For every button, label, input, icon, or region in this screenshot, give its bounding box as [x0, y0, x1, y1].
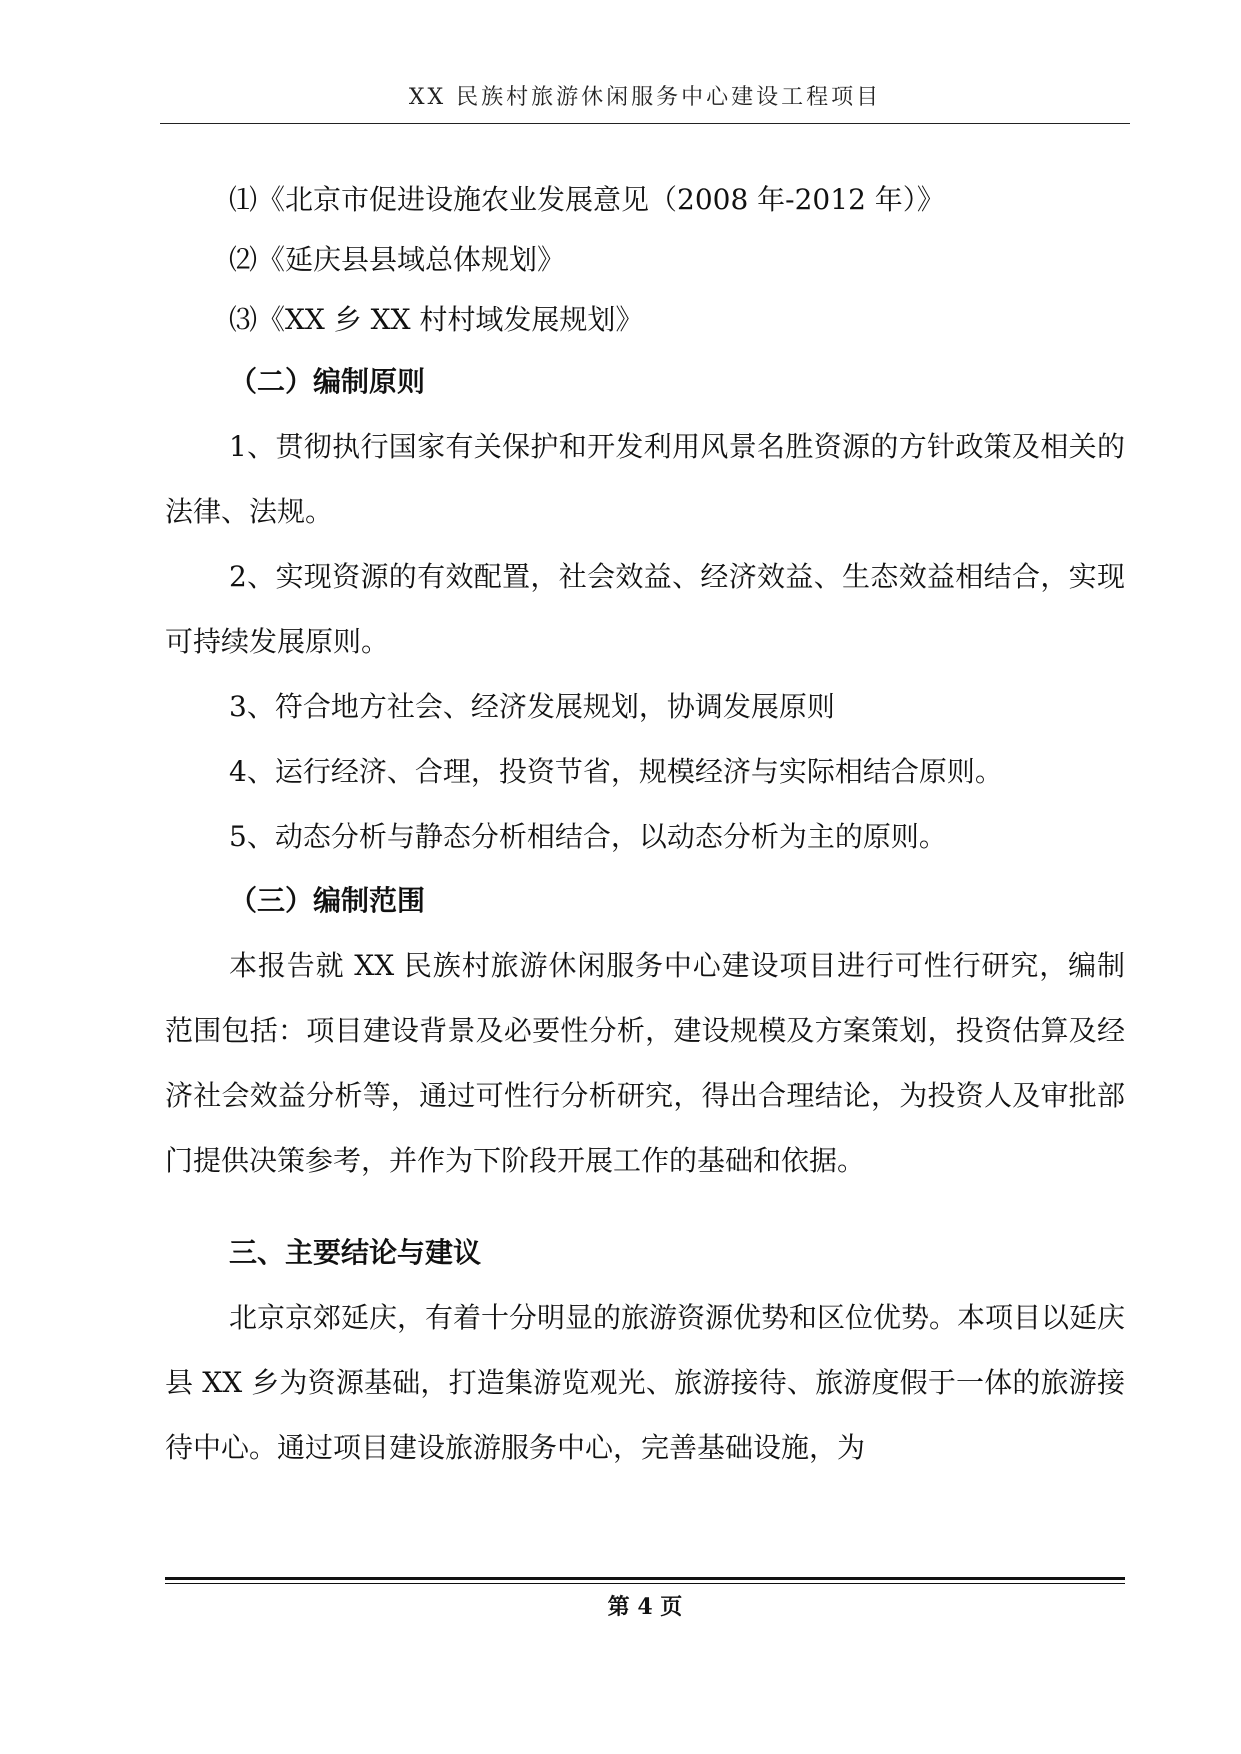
section-heading-conclusion: 三、主要结论与建议 — [229, 1236, 482, 1269]
reference-item: ⑶《XX 乡 XX 村村域发展规划》 — [229, 303, 644, 336]
conclusion-paragraph: 北京京郊延庆，有着十分明显的旅游资源优势和区位优势。本项目以延庆县 XX 乡为资源基础，打造集游览观光、旅游接待、旅游度假于一体的旅游接待中心。通过项目建设旅游服务中心，完善基础设施，为 — [165, 1301, 1126, 1464]
section-heading-principles: （二）编制原则 — [229, 365, 426, 398]
principle-item: 4、运行经济、合理，投资节省，规模经济与实际相结合原则。 — [229, 755, 1003, 788]
running-header: XX 民族村旅游休闲服务中心建设工程项目 — [408, 85, 882, 110]
scope-paragraph: 本报告就 XX 民族村旅游休闲服务中心建设项目进行可性行研究，编制范围包括：项目建设背景及必要性分析，建设规模及方案策划，投资估算及经济社会效益分析等，通过可性行分析研究，得出合理结论，为投资人及审批部门提供决策参考，并作为下阶段开展工作的基础和依据。 — [165, 949, 1125, 1177]
document-body — [165, 170, 1125, 1480]
principle-item: 1、贯彻执行国家有关保护和开发利用风景名胜资源的方针政策及相关的法律、法规。 — [165, 430, 1125, 528]
header-divider — [160, 123, 1130, 124]
principle-item: 5、动态分析与静态分析相结合，以动态分析为主的原则。 — [229, 820, 947, 853]
principle-item: 2、实现资源的有效配置，社会效益、经济效益、生态效益相结合，实现可持续发展原则。 — [165, 560, 1125, 658]
reference-item: ⑵《延庆县县域总体规划》 — [229, 243, 566, 276]
principle-item: 3、符合地方社会、经济发展规划，协调发展原则 — [229, 690, 835, 723]
section-heading-scope: （三）编制范围 — [229, 884, 426, 917]
footer-divider-thin — [165, 1583, 1125, 1584]
page-number: 第 4 页 — [607, 1594, 683, 1620]
reference-item: ⑴《北京市促进设施农业发展意见（2008 年-2012 年）》 — [229, 183, 945, 216]
footer-divider — [165, 1577, 1125, 1580]
